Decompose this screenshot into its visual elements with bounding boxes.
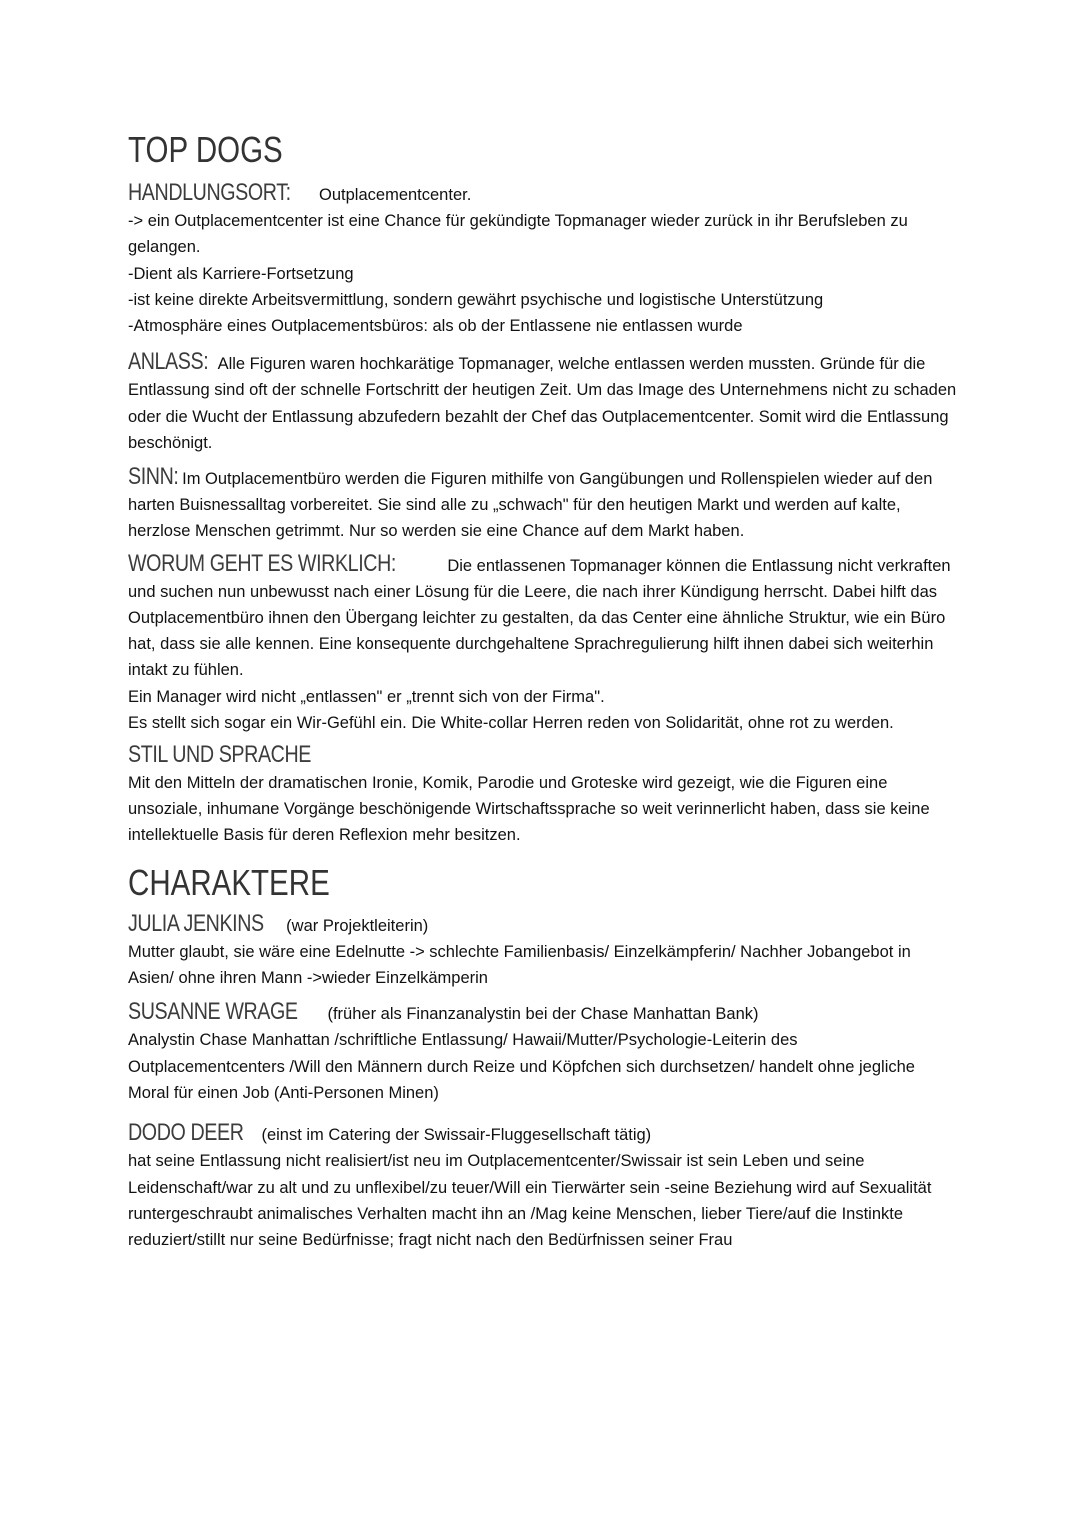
section-text: Outplacementcenter. bbox=[319, 186, 472, 204]
section-line: Ein Manager wird nicht „entlassen" er „trennt sich von der Firma". bbox=[128, 687, 605, 706]
section-line: -Atmosphäre eines Outplacementsbüros: als ob der Entlassene nie entlassen wurde bbox=[128, 317, 743, 336]
character-role: (früher als Finanzanalystin bei der Chase Manhattan Bank) bbox=[327, 1005, 759, 1024]
character-role: (einst im Catering der Swissair-Fluggesellschaft tätig) bbox=[261, 1126, 652, 1145]
character-susanne-wrage bbox=[128, 999, 958, 1106]
character-header bbox=[128, 911, 958, 939]
section-text: Mit den Mitteln der dramatischen Ironie, Komik, Parodie und Groteske wird gezeigt, wie die Figuren eine unsoziale, inhumane Vorgänge beschönigende Wirtschaftssprache so weit verinnerlicht haben, dass sie keine intellektuelle Basis für deren Reflexion mehr besitzen. bbox=[128, 774, 930, 845]
section-heading: WORUM GEHT ES WIRKLICH: bbox=[128, 549, 396, 577]
document-title: TOP DOGS bbox=[128, 129, 283, 170]
section-text: Die entlassenen Topmanager können die Entlassung nicht verkraften und suchen nun unbewusst nach einer Lösung für die Leere, die nach ihrer Kündigung herrscht. Dabei hilft das Outplacementbüro ihnen den Übergang leichter zu gestalten, da das Center eine ähnliche Struktur, wie ein Büro hat, dass sie alle kennen. Eine konsequente durchgehaltene Sprachregulierung hilft ihnen dabei sich weiterhin intakt zu fühlen. bbox=[128, 556, 951, 680]
character-name: JULIA JENKINS bbox=[128, 909, 264, 937]
section-line: Es stellt sich sogar ein Wir-Gefühl ein. Die White-collar Herren reden von Solidarität, ohne rot zu werden. bbox=[128, 713, 894, 732]
section-heading: SINN: bbox=[128, 463, 179, 491]
section-sinn bbox=[128, 464, 958, 545]
character-text: hat seine Entlassung nicht realisiert/ist neu im Outplacementcenter/Swissair ist sein Leben und seine Leidenschaft/war zu alt und zu unflexibel/zu teuer/Will ein Tierwärter sein -seine Beziehung wird auf Sexualität runtergeschraubt animalisches Verhalten macht ihn an /Mag keine Menschen, lieber Tiere/auf die Instinkte reduziert/stillt nur seine Bedürfnisse; fragt nicht nach den Bedürfnissen seiner Frau bbox=[128, 1152, 932, 1249]
section-line: -Dient als Karriere-Fortsetzung bbox=[128, 264, 354, 283]
section-text: Alle Figuren waren hochkarätige Topmanager, welche entlassen werden mussten. Gründe für die Entlassung sind oft der schnelle Fortschritt der heutigen Zeit. Um das Image des Unternehmens nicht zu schaden oder die Wucht der Entlassung abzufedern bezahlt der Chef das Outplacementcenter. Somit wird die Entlassung beschönigt. bbox=[128, 355, 957, 452]
section-paragraph bbox=[128, 551, 958, 684]
section-handlungsort bbox=[128, 180, 958, 339]
characters-title: CHARAKTERE bbox=[128, 861, 330, 903]
character-name: DODO DEER bbox=[128, 1119, 244, 1147]
section-heading: HANDLUNGSORT: bbox=[128, 179, 291, 206]
document-content bbox=[128, 128, 958, 1253]
character-role: (war Projektleiterin) bbox=[286, 916, 429, 935]
character-name: SUSANNE WRAGE bbox=[128, 998, 298, 1026]
character-dodo-deer bbox=[128, 1120, 958, 1253]
section-text: Im Outplacementbüro werden die Figuren mithilfe von Gangübungen und Rollenspielen wieder auf den harten Buisnessalltag vorbereitet. Sie sind alle zu „schwach" für den heutigen Markt und werden auf kalte, herzlose Menschen getrimmt. Nur so werden sie eine Chance auf dem Markt haben. bbox=[128, 470, 933, 541]
section-heading: STIL UND SPRACHE bbox=[128, 741, 311, 769]
section-stil-und-sprache bbox=[128, 740, 958, 849]
section-anlass bbox=[128, 349, 958, 456]
character-header bbox=[128, 1120, 958, 1148]
character-text: Analystin Chase Manhattan /schriftliche Entlassung/ Hawaii/Mutter/Psychologie-Leiterin des Outplacementcenters /Will den Männern durch Reize und Köpfchen sich durchsetzen/ handelt ohne jegliche Moral für einen Job (Anti-Personen Minen) bbox=[128, 1031, 915, 1102]
section-line: -ist keine direkte Arbeitsvermittlung, sondern gewährt psychische und logistische Unterstützung bbox=[128, 290, 824, 309]
section-heading: ANLASS: bbox=[128, 348, 209, 376]
section-worum-geht-es bbox=[128, 551, 958, 736]
section-paragraph bbox=[128, 349, 958, 456]
character-julia-jenkins bbox=[128, 911, 958, 992]
section-line: -> ein Outplacementcenter ist eine Chance für gekündigte Topmanager wieder zurück in ihr Berufsleben zu gelangen. bbox=[128, 212, 908, 257]
section-paragraph bbox=[128, 464, 958, 545]
character-text: Mutter glaubt, sie wäre eine Edelnutte -> schlechte Familienbasis/ Einzelkämpferin/ Nachher Jobangebot in Asien/ ohne ihren Mann ->wieder Einzelkämperin bbox=[128, 942, 911, 988]
character-header bbox=[128, 999, 958, 1027]
section-paragraph bbox=[128, 180, 958, 208]
